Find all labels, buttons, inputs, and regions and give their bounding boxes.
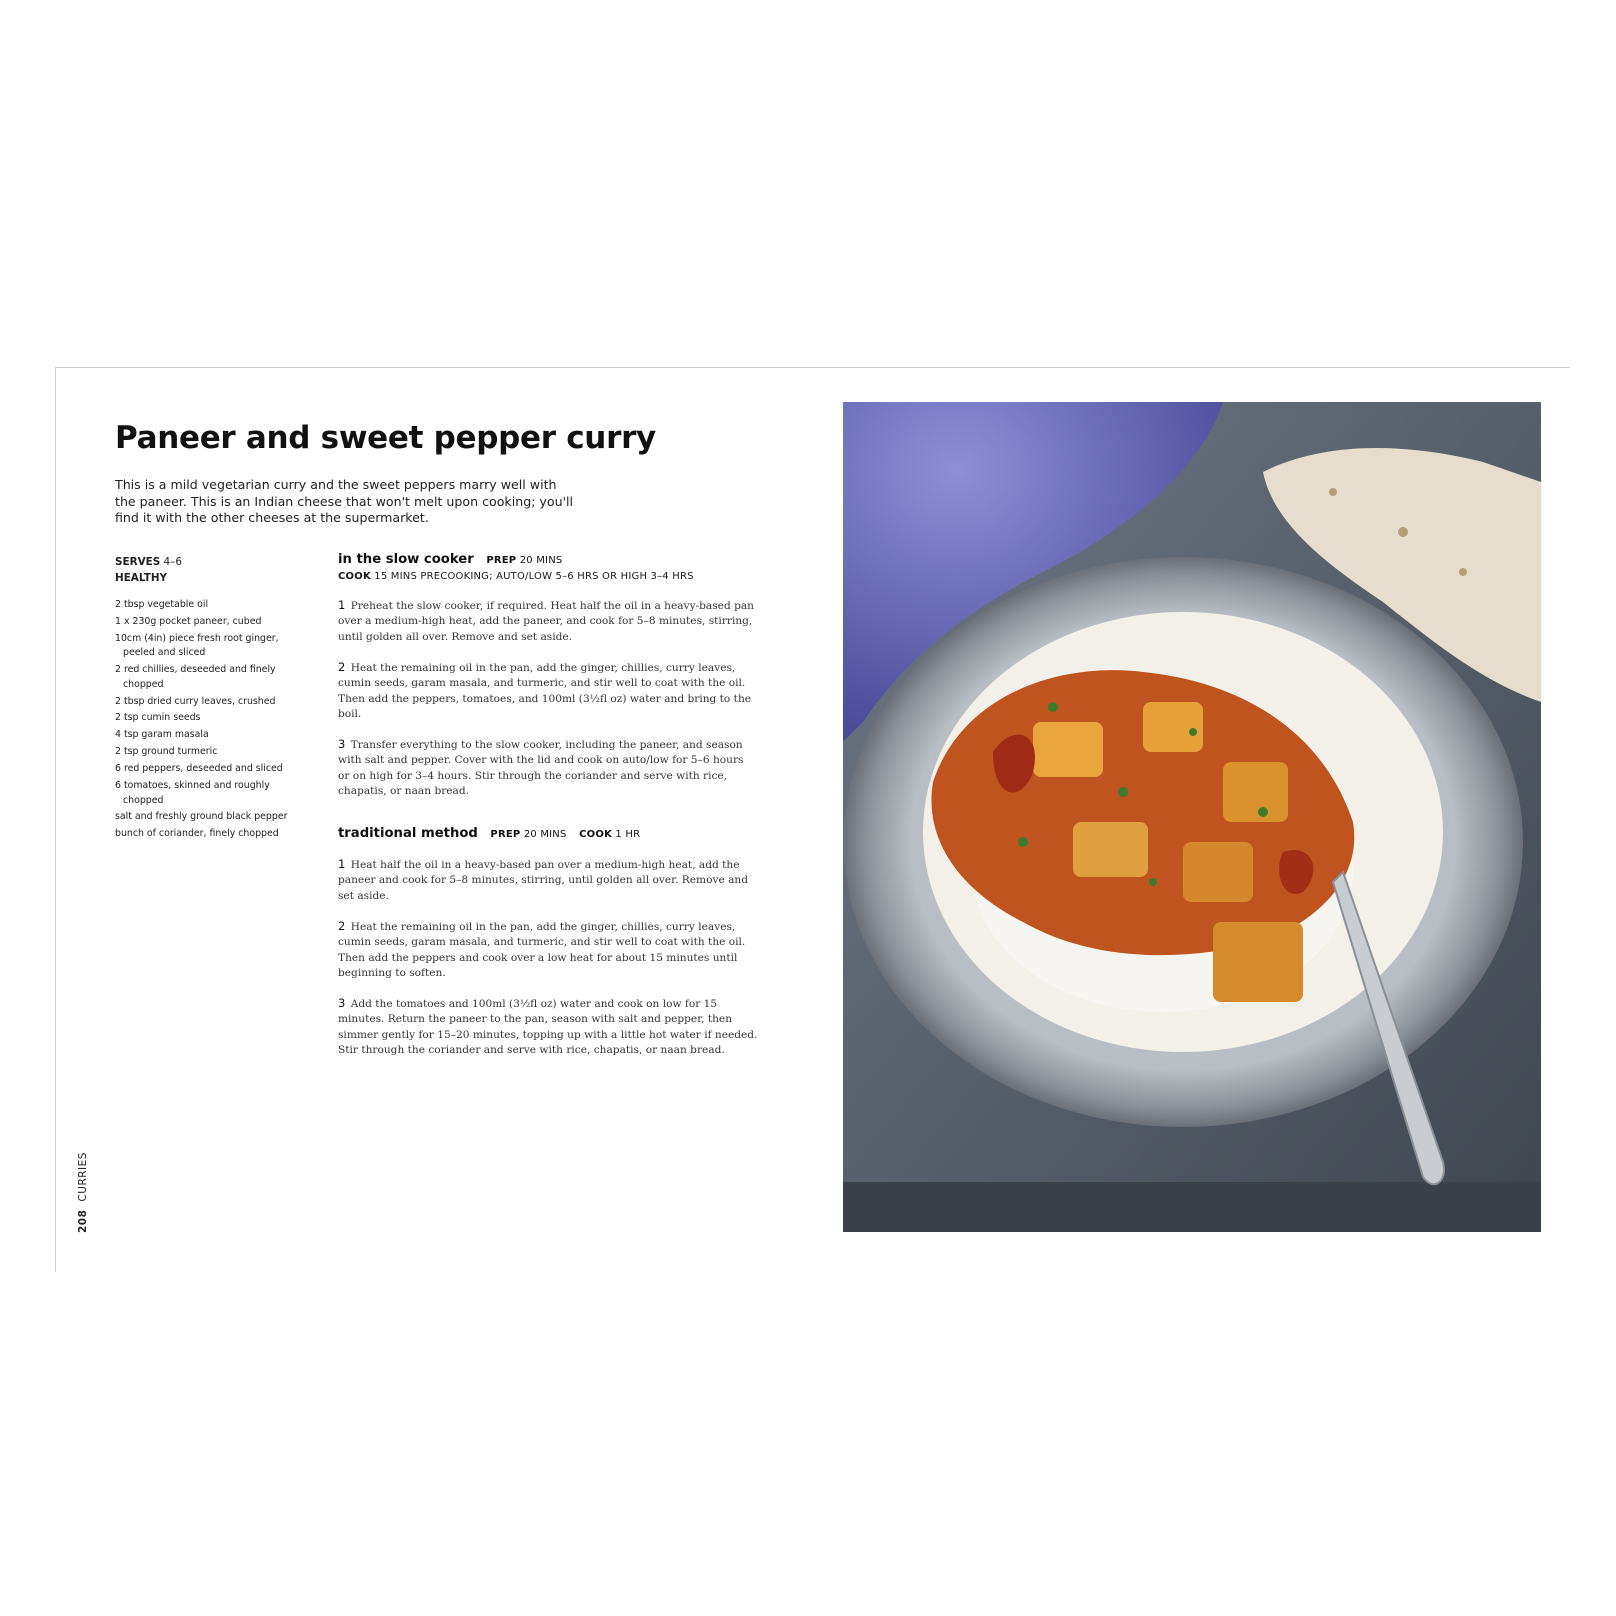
curry-photo bbox=[843, 402, 1541, 1232]
slow-cooker-heading-line bbox=[338, 552, 758, 567]
serves-value: 4–6 bbox=[163, 556, 182, 568]
ingredient-item: bunch of coriander, finely chopped bbox=[115, 828, 279, 840]
slow-cooker-steps bbox=[338, 598, 758, 799]
ingredient-item: 1 x 230g pocket paneer, cubed bbox=[115, 615, 262, 627]
method-step: 3 Add the tomatoes and 100ml (3½fl oz) water and cook on low for 15 minutes. Return the paneer to the pan, season with salt and pepper, then simmer gently for 15–20 minutes, topping up with a little hot water if needed. Stir through the coriander and serve with rice, chapatis, or naan bread. bbox=[338, 995, 758, 1057]
slow-cooker-cook-time: COOK 15 MINS PRECOOKING; AUTO/LOW 5–6 HRS OR HIGH 3–4 HRS bbox=[338, 571, 694, 582]
ingredient-item: 2 tsp ground turmeric bbox=[115, 746, 218, 758]
ingredient-item: 2 tsp cumin seeds bbox=[115, 712, 201, 724]
serves-label: SERVES bbox=[115, 556, 161, 568]
page-top-rule bbox=[55, 367, 1570, 368]
recipe-title: Paneer and sweet pepper curry bbox=[115, 420, 656, 456]
traditional-method bbox=[338, 826, 758, 1073]
serves-block bbox=[115, 554, 182, 586]
page-left-rule bbox=[55, 367, 56, 1272]
ingredient-item: 10cm (4in) piece fresh root ginger, peeled and sliced bbox=[115, 632, 279, 659]
section-name: CURRIES bbox=[77, 1152, 89, 1202]
curry-photo-icon bbox=[843, 402, 1541, 1232]
method-step: 1 Preheat the slow cooker, if required. Heat half the oil in a heavy-based pan over a medium-high heat, add the paneer, and cook for 5–8 minutes, stirring, until golden all over. Remove and set aside. bbox=[338, 598, 755, 643]
method-step: 1 Heat half the oil in a heavy-based pan over a medium-high heat, add the paneer and cook for 5–8 minutes, stirring, until golden all over. Remove and set aside. bbox=[338, 857, 749, 902]
method-step: 2 Heat the remaining oil in the pan, add the ginger, chillies, curry leaves, cumin seeds, garam masala, and turmeric, and stir well to coat with the oil. Then add the peppers, tomatoes, and 100ml (3½fl oz) water and bring to the boil. bbox=[338, 659, 752, 720]
ingredient-item: 6 red peppers, deseeded and sliced bbox=[115, 763, 283, 775]
page-folio bbox=[77, 1152, 89, 1233]
ingredient-item: salt and freshly ground black pepper bbox=[115, 811, 288, 823]
recipe-intro: This is a mild vegetarian curry and the sweet peppers marry well with the paneer. This is an Indian cheese that won't melt upon cooking; you'll find it with the other cheeses at the supermarket. bbox=[115, 477, 574, 525]
diet-tag: HEALTHY bbox=[115, 572, 168, 584]
traditional-steps bbox=[338, 857, 758, 1058]
page-number: 208 bbox=[77, 1209, 89, 1233]
traditional-heading-line bbox=[338, 826, 758, 841]
method-step: 3 Transfer everything to the slow cooker, including the paneer, and season with salt and pepper. Cover with the lid and cook on auto/low for 5–6 hours or on high for 3–4 hours. Stir through the coriander and serve with rice, chapatis, or naan bread. bbox=[338, 736, 744, 798]
ingredient-item: 2 red chillies, deseeded and finely chopped bbox=[115, 664, 276, 690]
ingredient-item: 6 tomatoes, skinned and roughly chopped bbox=[115, 780, 270, 806]
serves-line bbox=[115, 554, 182, 570]
method-step: 2 Heat the remaining oil in the pan, add the ginger, chillies, curry leaves, cumin seeds, garam masala, and turmeric, and stir well to coat with the oil. Then add the peppers and cook over a low heat for about 15 minutes until beginning to soften. bbox=[338, 918, 746, 979]
ingredient-item: 2 tbsp dried curry leaves, crushed bbox=[115, 695, 276, 707]
ingredient-item: 2 tbsp vegetable oil bbox=[115, 599, 209, 610]
slow-cooker-method bbox=[338, 552, 758, 814]
traditional-heading: traditional method bbox=[338, 826, 478, 841]
traditional-prep: PREP 20 MINS bbox=[490, 829, 567, 840]
traditional-cook: COOK 1 HR bbox=[579, 829, 641, 840]
slow-cooker-prep: PREP 20 MINS bbox=[486, 555, 563, 566]
slow-cooker-heading: in the slow cooker bbox=[338, 552, 474, 567]
ingredient-item: 4 tsp garam masala bbox=[115, 729, 209, 741]
ingredient-list bbox=[115, 598, 305, 844]
